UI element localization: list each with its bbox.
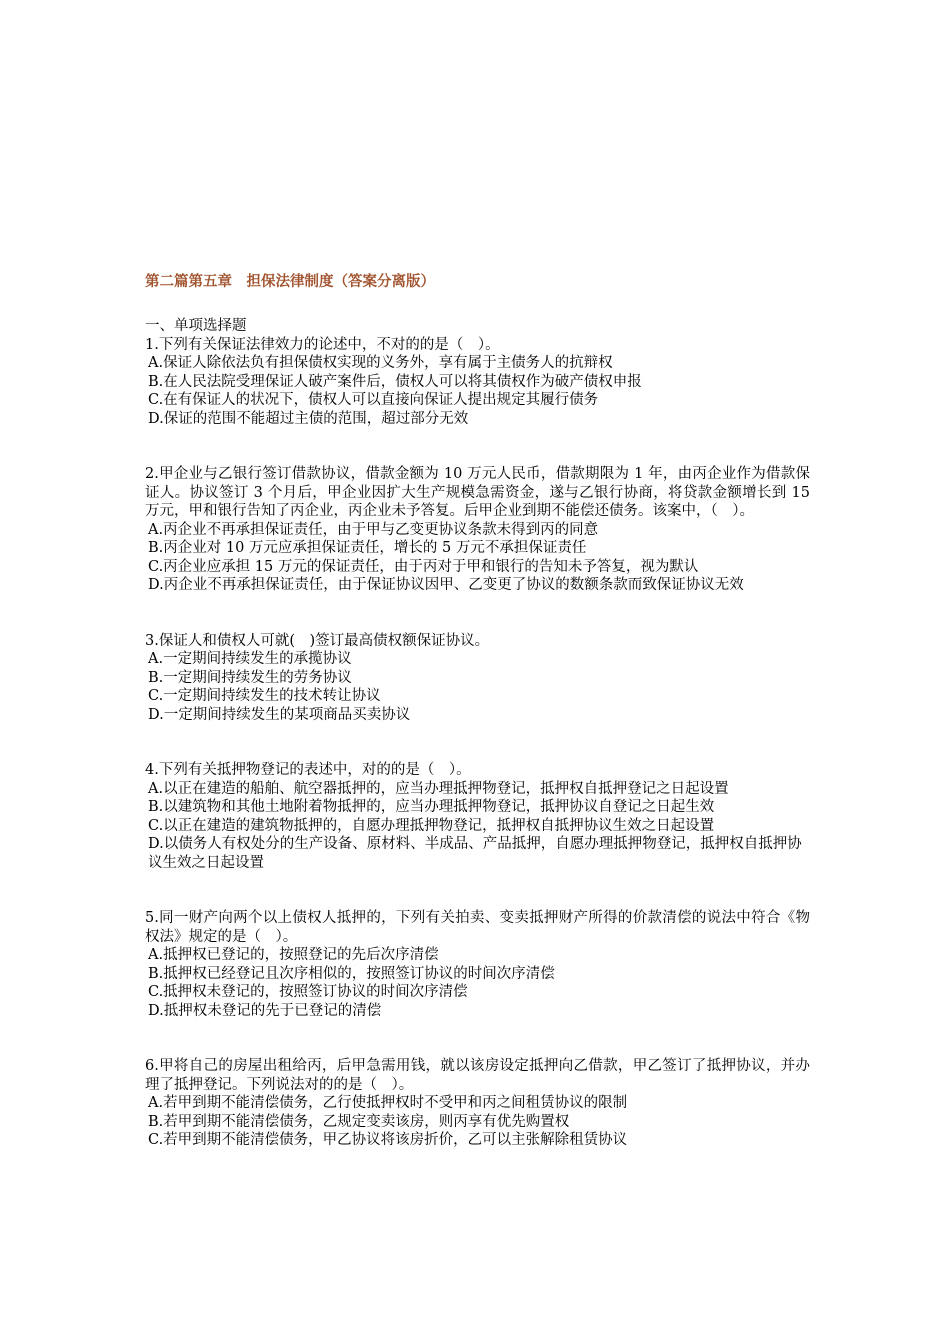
option-b: B.若甲到期不能清偿债务，乙规定变卖该房，则丙享有优先购置权 <box>148 1113 570 1130</box>
spacer <box>145 1020 810 1057</box>
option-c: C.若甲到期不能清偿债务，甲乙协议将该房折价，乙可以主张解除租赁协议 <box>148 1132 628 1148</box>
option-b: B.在人民法院受理保证人破产案件后，债权人可以将其债权作为破产债权申报 <box>148 373 642 390</box>
spacer <box>145 428 810 465</box>
option-d: D.抵押权未登记的先于已登记的清偿 <box>148 1002 382 1019</box>
option-a: A.以正在建造的船舶、航空器抵押的，应当办理抵押物登记，抵押权自抵押登记之日起设置 <box>148 780 729 797</box>
option-b: B.抵押权已经登记且次序相似的，按照签订协议的时间次序清偿 <box>148 965 555 982</box>
option-c: C.在有保证人的状况下，债权人可以直接向保证人提出规定其履行债务 <box>148 392 599 408</box>
question-1 <box>145 336 810 429</box>
question-stem: 1.下列有关保证法律效力的论述中，不对的的是（ ）。 <box>145 336 500 353</box>
option-b: B.丙企业对 10 万元应承担保证责任，增长的 5 万元不承担保证责任 <box>148 540 587 556</box>
option-b: B.以建筑物和其他土地附着物抵押的，应当办理抵押物登记，抵押协议自登记之日起生效 <box>148 799 715 815</box>
option-c: C.一定期间持续发生的技术转让协议 <box>148 688 381 704</box>
question-3 <box>145 632 810 725</box>
question-4 <box>145 761 810 872</box>
option-c: C.丙企业应承担 15 万元的保证责任，由于丙对于甲和银行的告知未予答复，视为默认 <box>148 558 699 575</box>
option-b: B.一定期间持续发生的劳务协议 <box>148 669 352 686</box>
option-c: C.以正在建造的建筑物抵押的，自愿办理抵押物登记，抵押权自抵押协议生效之日起设置 <box>148 817 715 834</box>
option-a: A.若甲到期不能清偿债务，乙行使抵押权时不受甲和丙之间租赁协议的限制 <box>148 1095 628 1111</box>
option-d: D.保证的范围不能超过主债的范围，超过部分无效 <box>148 410 469 427</box>
question-2 <box>145 465 810 595</box>
document-page <box>145 272 810 1150</box>
option-d: D.一定期间持续发生的某项商品买卖协议 <box>148 706 411 723</box>
question-stem: 4.下列有关抵押物登记的表述中，对的的是（ ）。 <box>145 762 471 778</box>
option-a: A.丙企业不再承担保证责任，由于甲与乙变更协议条款未得到丙的同意 <box>148 521 599 538</box>
option-a: A.一定期间持续发生的承揽协议 <box>148 651 352 667</box>
spacer <box>145 595 810 632</box>
option-d: D.丙企业不再承担保证责任，由于保证协议因甲、乙变更了协议的数额条款而致保证协议无效 <box>148 577 744 593</box>
question-stem: 6.甲将自己的房屋出租给丙，后甲急需用钱，就以该房设定抵押向乙借款，甲乙签订了抵押协议，并办理了抵押登记。下列说法对的的是（ ）。 <box>145 1058 810 1093</box>
question-stem: 2.甲企业与乙银行签订借款协议，借款金额为 10 万元人民币，借款期限为 1 年，由丙企业作为借款保证人。协议签订 3 个月后，甲企业因扩大生产规模急需资金，遂与乙银行协商，将贷款金额增长到 15 万元，甲和银行告知了丙企业，丙企业未予答复。后甲企业到期不能偿还债务。该案中，（ ）。 <box>145 466 810 519</box>
option-a: A.保证人除依法负有担保债权实现的义务外，享有属于主债务人的抗辩权 <box>148 355 613 371</box>
document-title: 第二篇第五章 担保法律制度（答案分离版） <box>145 274 435 290</box>
spacer <box>145 724 810 761</box>
spacer <box>145 872 810 909</box>
question-6 <box>145 1057 810 1150</box>
question-stem: 5.同一财产向两个以上债权人抵押的，下列有关拍卖、变卖抵押财产所得的价款清偿的说法中符合《物权法》规定的是（ ）。 <box>145 910 810 945</box>
option-a: A.抵押权已登记的，按照登记的先后次序清偿 <box>148 947 439 963</box>
question-5 <box>145 909 810 1020</box>
section-heading: 一、单项选择题 <box>145 318 247 334</box>
question-stem: 3.保证人和债权人可就( )签订最高债权额保证协议。 <box>145 632 490 649</box>
option-c: C.抵押权未登记的，按照签订协议的时间次序清偿 <box>148 984 468 1000</box>
option-d: D.以债务人有权处分的生产设备、原材料、半成品、产品抵押，自愿办理抵押物登记，抵押权自抵押协议生效之日起设置 <box>148 836 802 871</box>
